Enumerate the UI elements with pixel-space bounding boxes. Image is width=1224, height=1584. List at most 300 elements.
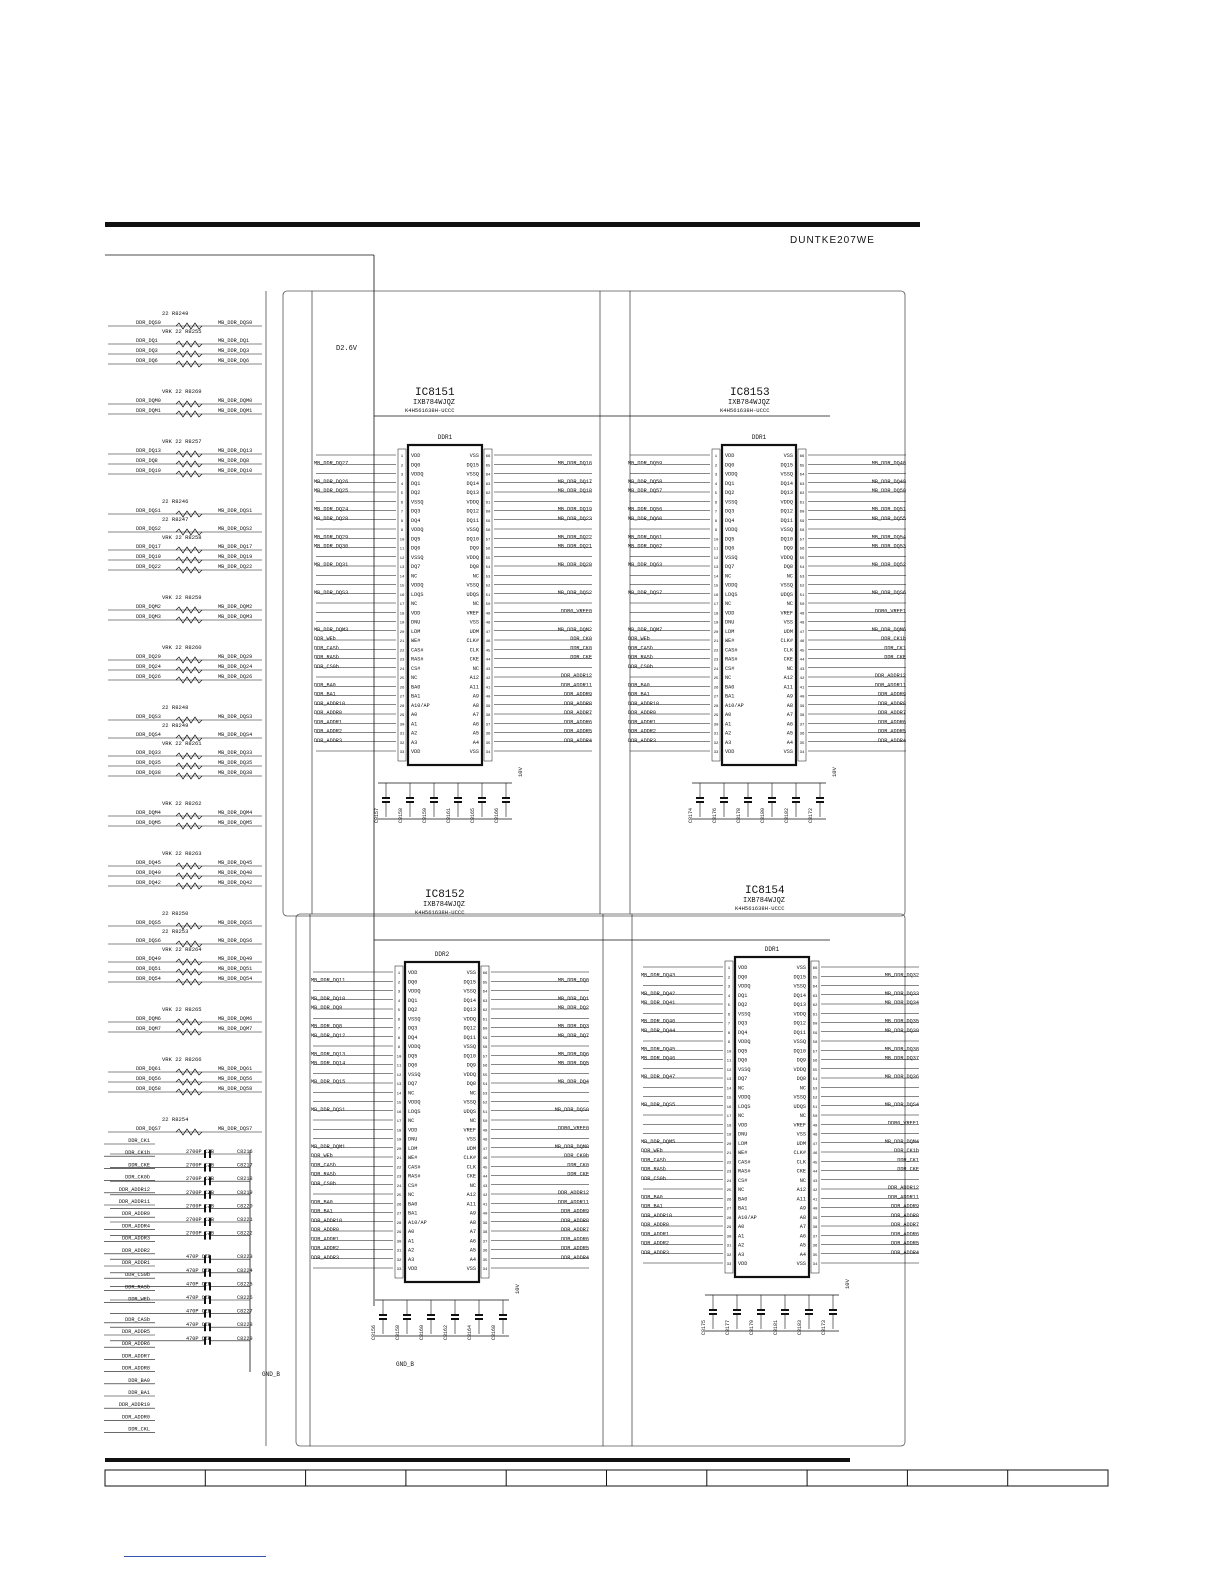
- pin-name-left: A10/AP: [411, 702, 430, 709]
- pin-number-left: 31: [726, 1244, 732, 1249]
- resistor-net-out: MB_DDR_DQ8: [218, 458, 250, 464]
- net-label-left: MB_DDR_DQ13: [311, 1051, 346, 1058]
- pin-number-right: 34: [485, 751, 491, 755]
- pin-name-right: NC: [472, 601, 479, 607]
- pin-number-right: 58: [799, 529, 805, 533]
- cap-plate: [451, 1318, 459, 1320]
- net-label-right: DDR_ADDR12: [887, 1185, 919, 1191]
- pin-number-right: 56: [485, 547, 491, 552]
- net-label-left: DDR_ADDR10: [628, 700, 660, 707]
- net-label-left: DDR_ADDR3: [628, 737, 657, 744]
- pin-number-left: 31: [399, 732, 405, 737]
- cap-plate: [454, 797, 462, 799]
- tcap-ref: C8224: [237, 1267, 253, 1274]
- pin-number-right: 61: [799, 501, 805, 506]
- pin-name-right: VSS: [796, 1261, 806, 1267]
- pin-name-right: A8: [469, 1219, 476, 1226]
- resistor-net-out: MB_DDR_DQ6: [218, 358, 250, 364]
- footer-link-underline[interactable]: [124, 1556, 266, 1557]
- pin-number-right: 48: [799, 621, 805, 626]
- resistor-net-in: DDR_DQS2: [136, 526, 161, 532]
- resistor-ref: 22 R8250: [162, 910, 189, 917]
- pin-name-left: WE#: [408, 1155, 418, 1161]
- pin-number-left: 20: [726, 1142, 732, 1147]
- cap-plate: [382, 801, 390, 803]
- ic-part-code: K4H561638H-UCCC: [735, 905, 785, 912]
- net-label-left: DDR_WEb: [314, 636, 336, 642]
- pin-number-left: 19: [713, 621, 719, 626]
- pin-number-right: 34: [812, 1263, 818, 1267]
- net-label-left: MB_DDR_DQ63: [628, 562, 663, 568]
- pin-number-left: 7: [397, 1027, 401, 1032]
- pin-number-right: 55: [812, 1068, 818, 1073]
- pin-number-right: 43: [799, 667, 805, 672]
- pin-number-left: 16: [396, 1110, 402, 1115]
- net-label-right: DDR_ADDR4: [560, 1254, 589, 1261]
- pin-number-right: 37: [812, 1235, 818, 1240]
- net-label-left: MB_DDR_DQM7: [628, 626, 663, 633]
- pin-number-left: 6: [727, 1013, 731, 1018]
- pin-number-right: 55: [799, 556, 805, 561]
- pin-number-left: 3: [727, 985, 731, 990]
- net-label-right: MB_DDR_DQ21: [557, 543, 592, 550]
- pin-name-right: DQ12: [793, 1020, 806, 1027]
- pin-number-right: 43: [812, 1179, 818, 1184]
- net-label-right: DDR_CKE: [570, 654, 592, 661]
- ic-ref-label: IC8153: [730, 387, 770, 399]
- pin-number-left: 9: [727, 1041, 731, 1045]
- pin-number-left: 20: [713, 630, 719, 635]
- net-label-left: DDR_ADDR3: [314, 737, 343, 744]
- pin-number-left: 1: [397, 972, 401, 976]
- pin-name-left: VDDQ: [411, 582, 424, 589]
- pin-number-left: 23: [396, 1175, 402, 1180]
- pin-name-right: DQ12: [466, 508, 479, 515]
- net-label-right: DDR_ADDR8: [890, 1212, 919, 1219]
- pin-name-left: A3: [725, 739, 732, 746]
- pin-name-right: VSSQ: [466, 582, 479, 589]
- resistor-net-in: DDR_DQM4: [136, 810, 161, 816]
- pin-name-left: BA1: [408, 1210, 418, 1217]
- pin-number-left: 18: [713, 612, 719, 617]
- pin-number-left: 9: [397, 1046, 401, 1050]
- pin-number-left: 28: [713, 704, 719, 709]
- pin-name-left: NC: [725, 675, 732, 681]
- cap-ref: C8183: [797, 1319, 803, 1335]
- pin-name-left: DQ3: [411, 508, 421, 515]
- ic-part-number: IXB784WJQZ: [413, 399, 456, 407]
- net-label-left: MB_DDR_DQ60: [628, 515, 663, 522]
- pin-name-right: DQ14: [793, 992, 806, 999]
- pin-name-right: DQ14: [466, 480, 479, 487]
- pin-number-right: 54: [799, 566, 805, 570]
- cap-ref: C8174: [688, 807, 694, 823]
- pin-name-left: RAS#: [408, 1173, 421, 1180]
- cap-plate: [781, 1313, 789, 1315]
- pin-name-left: WE#: [725, 638, 735, 644]
- pin-number-right: 39: [482, 1221, 488, 1226]
- pin-number-left: 22: [726, 1161, 732, 1166]
- net-label-right: MB_DDR_DQ37: [884, 1055, 919, 1062]
- net-label-left: DDR_ADDR2: [628, 728, 657, 735]
- net-label-left: MB_DDR_DQS1: [311, 1106, 346, 1113]
- bus-net: [104, 1236, 155, 1242]
- pin-number-right: 36: [485, 732, 491, 737]
- pin-name-left: DQ0: [411, 462, 421, 469]
- cap-plate: [829, 1313, 837, 1315]
- pin-name-right: A4: [799, 1251, 806, 1258]
- cap-plate: [403, 1314, 411, 1316]
- pin-number-right: 65: [812, 976, 818, 981]
- pin-name-left: A0: [738, 1224, 745, 1230]
- net-label-right: MB_DDR_DQ38: [884, 1046, 919, 1053]
- pin-number-left: 12: [396, 1073, 402, 1078]
- pin-number-right: 61: [482, 1018, 488, 1023]
- pin-number-left: 1: [727, 967, 731, 971]
- pin-name-right: VDDQ: [780, 499, 793, 506]
- net-label-right: DDR0_VREF1: [887, 1120, 919, 1127]
- pin-name-left: NC: [408, 1090, 415, 1097]
- bus-net: [104, 1175, 155, 1181]
- net-label-right: DDR_ADDR6: [563, 719, 592, 726]
- pin-name-right: DQ11: [463, 1034, 476, 1041]
- cap-ref: C8161: [446, 807, 452, 823]
- net-label-right: DDR_ADDR12: [874, 673, 906, 679]
- pin-name-left: DQ6: [725, 545, 735, 552]
- pin-name-right: A7: [799, 1224, 806, 1230]
- net-label-left: MB_DDR_DQ30: [314, 543, 349, 550]
- pin-name-right: A7: [472, 712, 479, 718]
- net-label-right: MB_DDR_DQS0: [554, 1106, 589, 1113]
- pin-name-left: A10/AP: [408, 1219, 427, 1226]
- pin-number-left: 29: [713, 714, 719, 718]
- pin-name-right: A11: [469, 684, 479, 691]
- net-label-left: DDR_CS0b: [314, 663, 339, 670]
- cap-plate: [757, 1313, 765, 1315]
- pin-name-left: A0: [411, 712, 418, 718]
- pin-name-left: DQ3: [725, 508, 735, 515]
- pin-number-right: 41: [482, 1203, 488, 1208]
- net-label-left: MB_DDR_DQ9: [311, 1005, 343, 1011]
- pin-number-left: 26: [726, 1198, 732, 1203]
- resistor-array-r8257: [108, 438, 262, 477]
- pin-name-left: VDDQ: [408, 988, 421, 995]
- net-label-right: MB_DDR_DQ7: [557, 1032, 589, 1039]
- cap-plate: [733, 1309, 741, 1311]
- pin-name-left: A10/AP: [725, 702, 744, 709]
- pin-number-left: 5: [714, 492, 718, 496]
- cap-voltage-label: 10V: [514, 1284, 521, 1294]
- net-label-left: MB_DDR_DQ47: [641, 1074, 676, 1080]
- pin-name-right: DQ9: [796, 1057, 806, 1064]
- cap-plate: [478, 797, 486, 799]
- pin-number-right: 45: [485, 649, 491, 654]
- pin-name-left: VDDQ: [408, 1044, 421, 1050]
- resistor-ref: VRK 22 R8259: [162, 594, 202, 601]
- tcap-value: 2700P CZB: [186, 1230, 215, 1237]
- cap-ref: C8157: [374, 807, 380, 823]
- pin-number-left: 24: [399, 667, 405, 672]
- pin-number-left: 16: [713, 593, 719, 598]
- pin-number-left: 2: [400, 464, 404, 469]
- pin-number-right: 43: [485, 667, 491, 672]
- resistor-net-out: MB_DDR_DQ3: [218, 348, 250, 354]
- net-label-left: DDR_ADDR0: [628, 710, 657, 716]
- pin-name-right: VSSQ: [463, 1044, 476, 1050]
- net-label-left: DDR_ADDR1: [641, 1231, 670, 1238]
- pin-name-right: UDQS: [793, 1103, 806, 1110]
- pin-number-left: 15: [399, 584, 405, 589]
- pin-name-left: VSSQ: [411, 554, 424, 561]
- pin-name-right: DQ9: [783, 545, 793, 552]
- net-label-right: MB_DDR_DQ6: [557, 1051, 589, 1058]
- net-label-right: MB_DDR_DQ35: [884, 1018, 919, 1025]
- resistor-net-out: MB_DDR_DQ13: [218, 448, 253, 454]
- pin-name-left: NC: [725, 601, 732, 607]
- pin-number-right: 66: [482, 972, 488, 976]
- pin-number-left: 18: [399, 612, 405, 617]
- pin-number-right: 54: [812, 1078, 818, 1082]
- pin-number-right: 47: [482, 1147, 488, 1152]
- resistor-ref: VRK 22 R8269: [162, 388, 202, 395]
- ic-ic8153: [628, 387, 906, 823]
- pin-name-right: CLK#: [466, 638, 479, 644]
- pin-name-left: DQ2: [738, 1002, 748, 1008]
- pin-name-left: RAS#: [411, 656, 424, 663]
- bus-net-label: DDR_ADDR3: [121, 1235, 150, 1242]
- pin-name-right: DQ15: [793, 974, 806, 981]
- bus-net-label: DDR_ADDR2: [121, 1247, 150, 1254]
- bus-net: [104, 1187, 155, 1193]
- pin-number-right: 59: [482, 1036, 488, 1041]
- pin-number-left: 28: [396, 1221, 402, 1226]
- pin-name-right: UDM: [796, 1140, 806, 1147]
- pin-number-left: 5: [397, 1009, 401, 1013]
- net-label-right: MB_DDR_DQ51: [871, 506, 906, 513]
- net-label-right: DDR_CK1b: [881, 636, 906, 642]
- pin-number-right: 42: [812, 1189, 818, 1193]
- net-label-right: MB_DDR_DQ18: [557, 488, 592, 494]
- resistor-net-in: DDR_DQS1: [136, 508, 161, 514]
- resistor-net-out: MB_DDR_DQS5: [218, 920, 253, 926]
- pin-name-left: DNU: [738, 1131, 748, 1138]
- pin-name-right: VSSQ: [793, 1094, 806, 1101]
- pin-number-right: 58: [485, 529, 491, 533]
- pin-name-left: CS#: [408, 1182, 418, 1189]
- pin-name-right: NC: [786, 665, 793, 672]
- net-label-left: DDR_BA0: [311, 1199, 333, 1206]
- resistor-net-in: DDR_DQM3: [136, 614, 161, 620]
- resistor-net-in: DDR_DQ61: [136, 1066, 161, 1072]
- pin-number-left: 3: [714, 473, 718, 478]
- pin-number-right: 41: [485, 686, 491, 691]
- pin-number-right: 44: [485, 658, 491, 663]
- pin-name-right: CLK: [469, 647, 479, 654]
- net-label-right: DDR_ADDR5: [890, 1240, 919, 1247]
- pin-number-right: 48: [482, 1138, 488, 1143]
- cap-plate: [781, 1309, 789, 1311]
- pin-number-left: 29: [399, 714, 405, 718]
- net-label-left: MB_DDR_DQ59: [628, 460, 663, 467]
- ic-part-number: IXB784WJQZ: [728, 399, 771, 407]
- net-label-left: DDR_CS0b: [311, 1180, 336, 1187]
- pin-number-left: 27: [713, 695, 719, 700]
- pin-name-right: DQ14: [463, 997, 476, 1004]
- pin-name-left: BA0: [411, 684, 421, 691]
- resistor-net-out: MB_DDR_DQ40: [218, 870, 253, 876]
- resistor-net-in: DDR_DQ24: [136, 664, 161, 670]
- pin-number-left: 30: [726, 1235, 732, 1240]
- resistor-array-r8248: [108, 704, 262, 723]
- cap-plate: [499, 1318, 507, 1320]
- pin-name-left: VDD: [738, 1122, 748, 1129]
- bus-net-label: DDR_RASb: [125, 1284, 150, 1291]
- pin-name-left: DQ4: [738, 1029, 748, 1036]
- net-label-left: DDR_ADDR10: [641, 1212, 673, 1219]
- pin-number-left: 13: [713, 566, 719, 570]
- document-code: DUNTKE207WE: [790, 235, 875, 246]
- pin-number-left: 32: [396, 1258, 402, 1263]
- pin-number-right: 42: [799, 677, 805, 681]
- cap-ref: C8156: [371, 1324, 377, 1340]
- resistor-ref: 22 R8249: [162, 722, 189, 729]
- cap-plate: [502, 801, 510, 803]
- pin-name-left: DQ2: [408, 1007, 418, 1013]
- cap-plate: [805, 1313, 813, 1315]
- resistor-net-in: DDR_DQ29: [136, 654, 161, 660]
- pin-name-left: DQ6: [411, 545, 421, 552]
- cap-ref: C8158: [398, 807, 404, 823]
- net-label-left: DDR_ADDR2: [641, 1240, 670, 1247]
- pin-number-left: 3: [397, 990, 401, 995]
- left-bus: [104, 1138, 155, 1433]
- pin-name-left: WE#: [738, 1150, 748, 1156]
- tcap-ref: C8226: [237, 1295, 253, 1301]
- net-label-left: DDR_ADDR10: [311, 1217, 343, 1224]
- net-label-left: DDR_CASb: [628, 645, 653, 652]
- pin-name-right: VSS: [783, 619, 793, 626]
- pin-number-right: 52: [482, 1101, 488, 1106]
- resistor-net-out: MB_DDR_DQ26: [218, 674, 253, 680]
- ic-group: [311, 387, 919, 1340]
- pin-number-right: 55: [485, 556, 491, 561]
- pin-name-right: A6: [472, 721, 479, 728]
- pin-number-left: 4: [397, 999, 401, 1004]
- net-label-left: MB_DDR_DQS5: [641, 1101, 676, 1108]
- pin-name-left: A10/AP: [738, 1214, 757, 1221]
- pin-name-left: VDD: [408, 1127, 418, 1134]
- pin-number-right: 42: [485, 677, 491, 681]
- pin-name-left: CAS#: [738, 1159, 751, 1166]
- decoupling-capacitor: [470, 783, 486, 823]
- net-label-left: MB_DDR_DQ15: [311, 1079, 346, 1085]
- ic-ic8154: [641, 885, 919, 1335]
- pin-name-left: LDM: [725, 628, 735, 635]
- pin-number-right: 63: [799, 482, 805, 487]
- net-label-left: MB_DDR_DQ56: [628, 506, 663, 513]
- resistor-ref: 22 R8254: [162, 1116, 189, 1123]
- decoupling-capacitor: [797, 1295, 813, 1335]
- pin-number-left: 23: [713, 658, 719, 663]
- pin-name-right: UDM: [783, 628, 793, 635]
- pin-name-left: DNU: [408, 1136, 418, 1143]
- net-label-right: MB_DDR_DQ50: [871, 488, 906, 494]
- pin-name-left: CS#: [411, 665, 421, 672]
- pin-number-left: 21: [713, 640, 719, 644]
- net-label-left: MB_DDR_DQ11: [311, 977, 346, 984]
- pin-number-left: 13: [399, 566, 405, 570]
- bus-net: [104, 1341, 155, 1347]
- pin-name-left: DQ5: [725, 536, 735, 543]
- net-label-left: DDR_CASb: [311, 1162, 336, 1169]
- pin-number-right: 64: [812, 985, 818, 990]
- cap-plate: [816, 797, 824, 799]
- resistor-net-out: MB_DDR_DQS6: [218, 938, 253, 944]
- pin-number-left: 15: [713, 584, 719, 589]
- pin-number-left: 16: [399, 593, 405, 598]
- net-label-left: MB_DDR_DQ12: [311, 1032, 346, 1039]
- tcap-ref: C8229: [237, 1335, 253, 1342]
- resistor-net-out: MB_DDR_DQM0: [218, 398, 253, 404]
- pin-name-left: DQ1: [738, 992, 748, 999]
- pin-name-right: UDQS: [780, 591, 793, 598]
- resistor-net-in: DDR_DQ8: [136, 458, 158, 464]
- pin-name-left: VSSQ: [738, 1011, 751, 1018]
- net-label-right: DDR_ADDR12: [560, 673, 592, 679]
- decoupling-capacitor: [371, 1300, 387, 1340]
- resistor-net-in: DDR_DQS7: [136, 1126, 161, 1132]
- decoupling-capacitor: [422, 783, 438, 823]
- net-label-right: DDR_ADDR11: [560, 682, 592, 689]
- pin-number-right: 59: [812, 1031, 818, 1036]
- pin-number-left: 15: [726, 1096, 732, 1101]
- cap-plate: [757, 1309, 765, 1311]
- pin-name-left: VDD: [411, 610, 421, 617]
- resistor-net-out: MB_DDR_DQM5: [218, 820, 253, 826]
- ic-part-number: IXB784WJQZ: [423, 901, 466, 909]
- resistor-net-in: DDR_DQ51: [136, 966, 161, 972]
- resistor-net-in: DDR_DQM1: [136, 408, 161, 414]
- pin-name-left: RAS#: [738, 1168, 751, 1175]
- pin-number-right: 34: [799, 751, 805, 755]
- net-label-left: DDR_RASb: [641, 1166, 666, 1173]
- resistor-net-in: DDR_DQ26: [136, 674, 161, 680]
- ic-part-number: IXB784WJQZ: [743, 897, 786, 905]
- pin-number-right: 46: [485, 640, 491, 644]
- tcap-ref: C8227: [237, 1308, 253, 1315]
- pin-name-right: CLK: [466, 1164, 476, 1171]
- pin-name-right: DQ13: [466, 490, 479, 496]
- resistor-array-r8254: [108, 1116, 262, 1135]
- resistor-net-out: MB_DDR_DQM4: [218, 810, 253, 816]
- pin-number-left: 8: [727, 1031, 731, 1036]
- cap-ref: C8173: [821, 1319, 827, 1335]
- cap-plate: [792, 797, 800, 799]
- pin-name-right: CLK: [783, 647, 793, 654]
- pin-name-left: DNU: [725, 619, 735, 626]
- pin-number-right: 60: [812, 1022, 818, 1027]
- bus-net: [104, 1248, 155, 1254]
- cap-ref: C8179: [749, 1319, 755, 1335]
- pin-number-left: 32: [726, 1253, 732, 1258]
- pin-name-left: VDDQ: [738, 1094, 751, 1101]
- pin-name-left: DQ0: [738, 974, 748, 981]
- net-label-right: MB_DDR_DQ54: [871, 534, 906, 541]
- resistor-ref: VRK 22 R8260: [162, 644, 202, 651]
- tcap-ref: C8221: [237, 1217, 253, 1223]
- pin-name-right: DQ15: [780, 462, 793, 469]
- pin-name-left: DQ2: [411, 490, 421, 496]
